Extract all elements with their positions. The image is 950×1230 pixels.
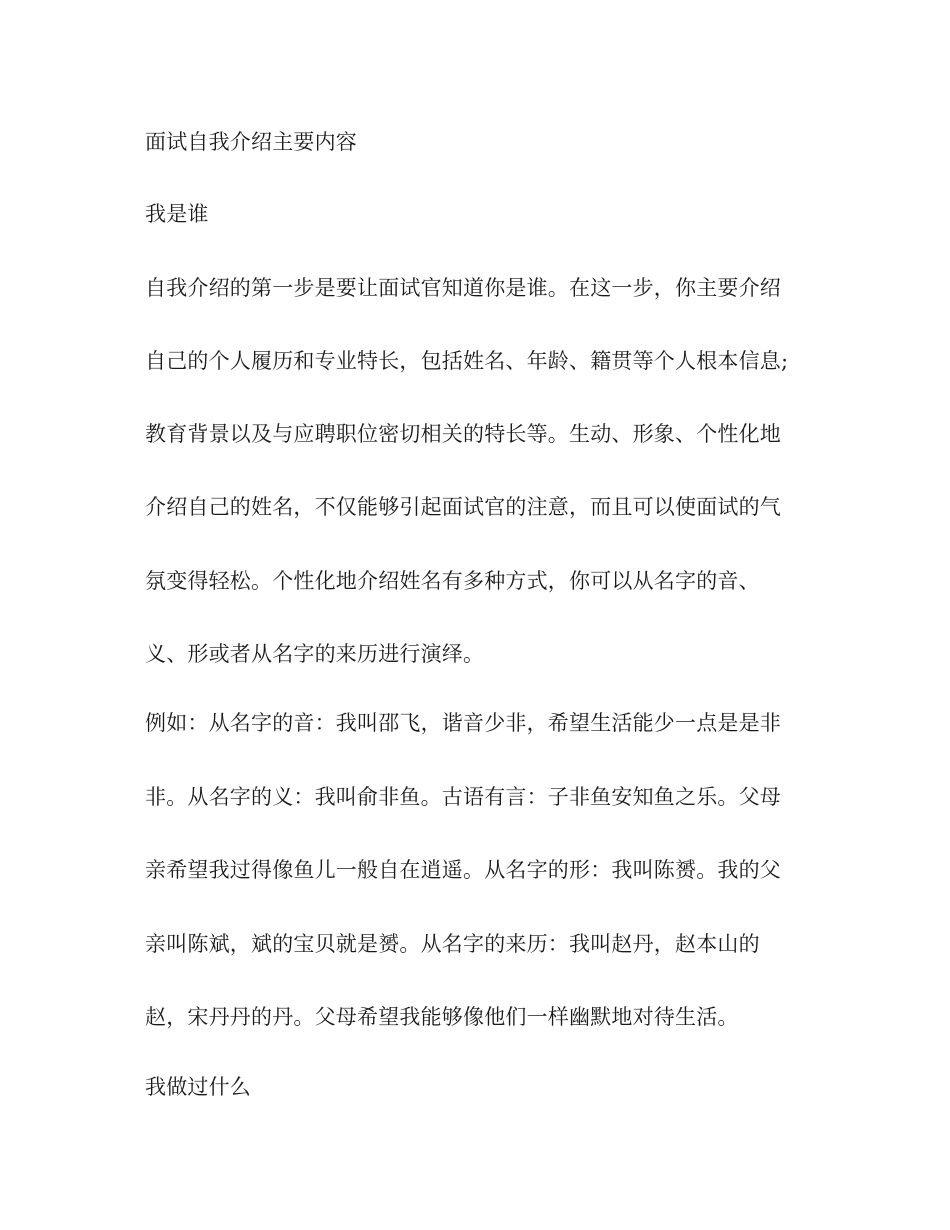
paragraph-line: 亲叫陈斌，斌的宝贝就是赟。从名字的来历：我叫赵丹，赵本山的 [145,932,760,956]
paragraph-line: 教育背景以及与应聘职位密切相关的特长等。生动、形象、个性化地 [145,422,781,446]
document-title: 面试自我介绍主要内容 [145,130,357,154]
paragraph-line: 赵，宋丹丹的丹。父母希望我能够像他们一样幽默地对待生活。 [145,1005,739,1029]
paragraph-line: 亲希望我过得像鱼儿一般自在逍遥。从名字的形：我叫陈赟。我的父 [145,858,781,882]
paragraph-line: 氛变得轻松。个性化地介绍姓名有多种方式，你可以从名字的音、 [145,569,760,593]
paragraph-line: 介绍自己的姓名，不仅能够引起面试官的注意，而且可以使面试的气 [145,495,781,519]
paragraph-line: 义、形或者从名字的来历进行演绎。 [145,642,485,666]
paragraph-line: 例如：从名字的音：我叫邵飞，谐音少非，希望生活能少一点是是非 [145,711,781,735]
paragraph-line: 自我介绍的第一步是要让面试官知道你是谁。在这一步，你主要介绍 [145,276,781,300]
paragraph-line: 非。从名字的义：我叫俞非鱼。古语有言：子非鱼安知鱼之乐。父母 [145,785,781,809]
section-heading-what-i-did: 我做过什么 [145,1075,251,1099]
section-heading-who-am-i: 我是谁 [145,202,209,226]
paragraph-line: 自己的个人履历和专业特长，包括姓名、年龄、籍贯等个人根本信息; [145,349,789,373]
